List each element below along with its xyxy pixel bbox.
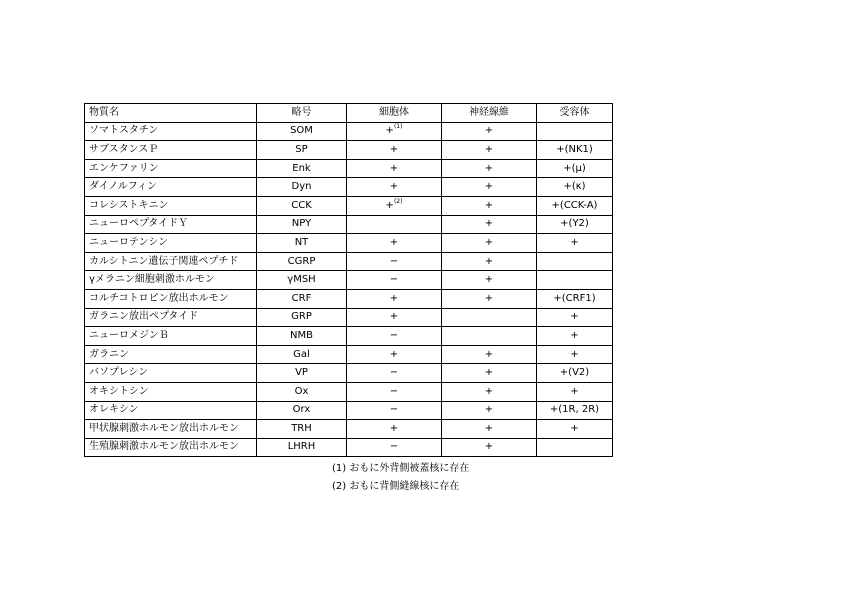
abbreviation-cell-value: Ox — [294, 385, 309, 397]
nerve-fiber-cell-value: + — [484, 143, 494, 155]
nerve-fiber-cell-value: + — [484, 385, 494, 397]
cell-body-cell — [347, 178, 442, 197]
cell-body-cell-value: + — [389, 348, 399, 360]
table-row — [85, 215, 613, 234]
receptor-cell-value: +(κ) — [563, 181, 586, 193]
abbreviation-cell — [257, 234, 347, 253]
substance-name-cell — [85, 289, 257, 308]
substance-name-cell — [85, 196, 257, 215]
substance-name-cell — [85, 308, 257, 327]
substance-name-cell — [85, 420, 257, 439]
abbreviation-cell-value: Enk — [292, 162, 311, 174]
cell-body-cell — [347, 271, 442, 290]
abbreviation-cell-value: SP — [295, 143, 308, 155]
table-row — [85, 234, 613, 253]
nerve-fiber-cell — [442, 159, 537, 178]
table-row — [85, 382, 613, 401]
table-header-row — [85, 104, 613, 123]
footnote-1: (1) おもに外背側被蓋核に存在 — [332, 463, 470, 474]
receptor-cell — [537, 364, 613, 383]
nerve-fiber-cell — [442, 308, 537, 327]
table-row — [85, 252, 613, 271]
footnote-2: (2) おもに背側縫線核に存在 — [332, 481, 460, 492]
substance-name-cell — [85, 327, 257, 346]
substance-name-cell-value: ニューロペプタイドＹ — [89, 218, 189, 230]
abbreviation-cell — [257, 327, 347, 346]
table-row — [85, 196, 613, 215]
receptor-cell-value: + — [570, 385, 579, 397]
substance-name-cell-value: サブスタンスＰ — [89, 143, 159, 155]
nerve-fiber-cell-value: + — [484, 255, 494, 267]
nerve-fiber-cell — [442, 215, 537, 234]
abbreviation-cell-value: Orx — [292, 404, 311, 416]
substance-name-cell — [85, 178, 257, 197]
abbreviation-cell-value: Dyn — [291, 181, 312, 193]
abbreviation-cell — [257, 122, 347, 141]
substance-name-cell — [85, 345, 257, 364]
nerve-fiber-cell-value: + — [484, 181, 494, 193]
table-row — [85, 308, 613, 327]
cell-body-cell-value: + — [389, 236, 399, 248]
nerve-fiber-cell — [442, 401, 537, 420]
receptor-cell — [537, 252, 613, 271]
header-cell-body: 細胞体 — [347, 104, 442, 123]
table-row — [85, 438, 613, 457]
substance-name-cell-value: γメラニン細胞刺激ホルモン — [89, 274, 215, 286]
cell-body-cell-value: − — [389, 404, 399, 416]
cell-body-cell-value: + — [389, 143, 399, 155]
nerve-fiber-cell — [442, 122, 537, 141]
substance-name-cell-value: エンケファリン — [89, 162, 159, 174]
abbreviation-cell-value: SOM — [290, 125, 313, 137]
nerve-fiber-cell — [442, 420, 537, 439]
abbreviation-cell-value: GRP — [291, 311, 312, 323]
nerve-fiber-cell-value: + — [484, 367, 494, 379]
nerve-fiber-cell-value: + — [484, 218, 494, 230]
receptor-cell — [537, 215, 613, 234]
cell-body-cell-value: − — [389, 441, 399, 453]
abbreviation-cell — [257, 252, 347, 271]
nerve-fiber-cell-value: + — [484, 404, 494, 416]
abbreviation-cell-value: Gal — [293, 348, 310, 360]
receptor-cell-value: + — [570, 311, 579, 323]
nerve-fiber-cell-value: + — [484, 441, 494, 453]
abbreviation-cell — [257, 271, 347, 290]
abbreviation-cell — [257, 438, 347, 457]
cell-body-cell — [347, 382, 442, 401]
cell-body-cell-value: − — [389, 329, 399, 341]
substance-name-cell — [85, 438, 257, 457]
receptor-cell — [537, 289, 613, 308]
receptor-cell — [537, 234, 613, 253]
receptor-cell — [537, 178, 613, 197]
abbreviation-cell — [257, 141, 347, 160]
nerve-fiber-cell — [442, 438, 537, 457]
abbreviation-cell — [257, 345, 347, 364]
receptor-cell — [537, 122, 613, 141]
substance-name-cell-value: ダイノルフィン — [89, 181, 157, 193]
substance-name-cell-value: オキシトシン — [89, 385, 149, 397]
cell-body-cell-value: − — [389, 255, 399, 267]
header-nerve-fiber: 神経線維 — [442, 104, 537, 123]
nerve-fiber-cell — [442, 196, 537, 215]
receptor-cell — [537, 159, 613, 178]
receptor-cell-value: + — [570, 329, 579, 341]
receptor-cell — [537, 345, 613, 364]
cell-body-cell-value: + — [389, 162, 399, 174]
cell-body-cell-value: − — [389, 367, 399, 379]
abbreviation-cell-value: CRF — [291, 292, 312, 304]
table-row — [85, 420, 613, 439]
table-row — [85, 327, 613, 346]
abbreviation-cell — [257, 420, 347, 439]
cell-body-cell — [347, 159, 442, 178]
cell-body-cell-value: + — [389, 181, 399, 193]
abbreviation-cell-value: γMSH — [287, 274, 316, 286]
nerve-fiber-cell — [442, 234, 537, 253]
abbreviation-cell — [257, 401, 347, 420]
substance-name-cell — [85, 364, 257, 383]
abbreviation-cell — [257, 178, 347, 197]
abbreviation-cell — [257, 289, 347, 308]
substance-name-cell-value: 甲状腺刺激ホルモン放出ホルモン — [89, 422, 239, 434]
header-abbreviation: 略号 — [257, 104, 347, 123]
receptor-cell-value: + — [570, 422, 579, 434]
table-row — [85, 141, 613, 160]
nerve-fiber-cell — [442, 382, 537, 401]
receptor-cell — [537, 271, 613, 290]
nerve-fiber-cell — [442, 289, 537, 308]
nerve-fiber-cell — [442, 327, 537, 346]
neuropeptide-table — [84, 103, 613, 457]
abbreviation-cell-value: NPY — [291, 218, 312, 230]
footnotes — [332, 460, 469, 496]
substance-name-cell — [85, 382, 257, 401]
abbreviation-cell-value: NT — [294, 236, 309, 248]
substance-name-cell-value: バソプレシン — [89, 367, 149, 379]
substance-name-cell — [85, 159, 257, 178]
table-row — [85, 364, 613, 383]
cell-body-cell-value: − — [389, 274, 399, 286]
abbreviation-cell-value: LHRH — [287, 441, 316, 453]
substance-name-cell-value: オレキシン — [89, 404, 139, 416]
nerve-fiber-cell-value: + — [484, 292, 494, 304]
substance-name-cell-value: コレシストキニン — [89, 199, 169, 211]
abbreviation-cell — [257, 364, 347, 383]
substance-name-cell — [85, 234, 257, 253]
nerve-fiber-cell-value: + — [484, 199, 494, 211]
cell-body-cell — [347, 364, 442, 383]
table-row — [85, 178, 613, 197]
substance-name-cell — [85, 401, 257, 420]
footnote-marker: (1) — [393, 123, 403, 131]
nerve-fiber-cell-value: + — [484, 348, 494, 360]
substance-name-cell-value: コルチコトロピン放出ホルモン — [89, 292, 229, 304]
cell-body-cell — [347, 289, 442, 308]
nerve-fiber-cell — [442, 271, 537, 290]
receptor-cell — [537, 308, 613, 327]
abbreviation-cell-value: TRH — [291, 422, 312, 434]
substance-name-cell-value: ソマトスタチン — [89, 125, 159, 137]
cell-body-cell — [347, 141, 442, 160]
receptor-cell — [537, 420, 613, 439]
cell-body-cell-value: + — [389, 422, 399, 434]
substance-name-cell-value: ニューロメジンＢ — [89, 329, 169, 341]
abbreviation-cell-value: NMB — [290, 329, 313, 341]
abbreviation-cell — [257, 196, 347, 215]
abbreviation-cell-value: CCK — [291, 199, 312, 211]
receptor-cell-value: + — [570, 348, 579, 360]
substance-name-cell-value: ガラニン放出ペプタイド — [89, 311, 199, 323]
abbreviation-cell — [257, 215, 347, 234]
nerve-fiber-cell-value: + — [484, 274, 494, 286]
table-row — [85, 271, 613, 290]
receptor-cell-value: +(μ) — [563, 162, 586, 174]
cell-body-cell-value: + — [385, 125, 394, 137]
receptor-cell — [537, 401, 613, 420]
cell-body-cell — [347, 196, 442, 215]
cell-body-cell — [347, 327, 442, 346]
receptor-cell — [537, 196, 613, 215]
nerve-fiber-cell-value: + — [484, 422, 494, 434]
receptor-cell-value: +(CCK-A) — [551, 199, 598, 211]
cell-body-cell — [347, 215, 442, 234]
receptor-cell-value: +(NK1) — [556, 143, 593, 155]
receptor-cell-value: +(Y2) — [560, 218, 589, 230]
substance-name-cell-value: ガラニン — [89, 348, 129, 360]
cell-body-cell — [347, 122, 442, 141]
header-receptor: 受容体 — [537, 104, 613, 123]
receptor-cell — [537, 141, 613, 160]
receptor-cell — [537, 438, 613, 457]
substance-name-cell — [85, 141, 257, 160]
nerve-fiber-cell — [442, 141, 537, 160]
receptor-cell-value: + — [570, 236, 579, 248]
cell-body-cell — [347, 438, 442, 457]
receptor-cell-value: +(1R, 2R) — [549, 404, 600, 416]
header-substance-name: 物質名 — [85, 104, 257, 123]
cell-body-cell-value: + — [389, 311, 399, 323]
receptor-cell-value: +(CRF1) — [553, 292, 596, 304]
cell-body-cell-value: + — [389, 292, 399, 304]
abbreviation-cell-value: VP — [295, 367, 308, 379]
cell-body-cell — [347, 420, 442, 439]
abbreviation-cell — [257, 308, 347, 327]
substance-name-cell-value: カルシトニン遺伝子関連ペプチド — [89, 255, 239, 267]
nerve-fiber-cell — [442, 178, 537, 197]
table-row — [85, 289, 613, 308]
receptor-cell — [537, 382, 613, 401]
nerve-fiber-cell — [442, 345, 537, 364]
nerve-fiber-cell — [442, 364, 537, 383]
table-row — [85, 345, 613, 364]
substance-name-cell-value: 生殖腺刺激ホルモン放出ホルモン — [89, 441, 239, 453]
cell-body-cell — [347, 252, 442, 271]
substance-name-cell — [85, 271, 257, 290]
abbreviation-cell — [257, 382, 347, 401]
cell-body-cell-value: + — [385, 199, 394, 211]
nerve-fiber-cell-value: + — [484, 125, 494, 137]
footnote-marker: (2) — [393, 197, 403, 205]
substance-name-cell — [85, 215, 257, 234]
cell-body-cell-value: − — [389, 385, 399, 397]
nerve-fiber-cell — [442, 252, 537, 271]
cell-body-cell — [347, 308, 442, 327]
receptor-cell — [537, 327, 613, 346]
abbreviation-cell — [257, 159, 347, 178]
receptor-cell-value: +(V2) — [559, 367, 590, 379]
nerve-fiber-cell-value: + — [484, 236, 494, 248]
substance-name-cell — [85, 252, 257, 271]
substance-name-cell — [85, 122, 257, 141]
substance-name-cell-value: ニューロテンシン — [89, 236, 168, 248]
abbreviation-cell-value: CGRP — [287, 255, 316, 267]
table-row — [85, 159, 613, 178]
cell-body-cell — [347, 234, 442, 253]
table-row — [85, 401, 613, 420]
table-row — [85, 122, 613, 141]
cell-body-cell — [347, 401, 442, 420]
table-body — [85, 122, 613, 457]
nerve-fiber-cell-value: + — [484, 162, 494, 174]
cell-body-cell — [347, 345, 442, 364]
